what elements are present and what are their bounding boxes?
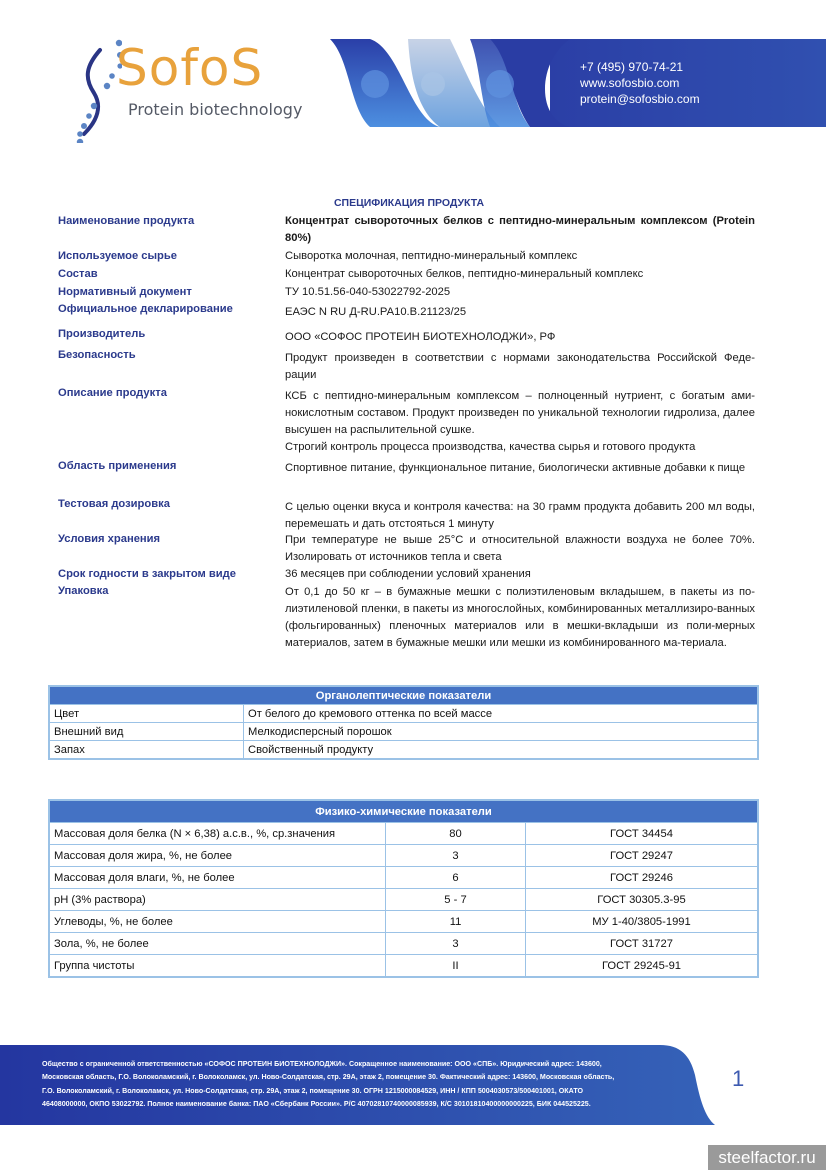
- table-row: [49, 741, 758, 760]
- spec-label: Срок годности в закрытом виде: [58, 568, 236, 580]
- indicator-name: Углеводы, %, не более: [49, 911, 386, 933]
- watermark: steelfactor.ru: [708, 1145, 826, 1170]
- spec-value: ЕАЭС N RU Д-RU.РА10.В.21123/25: [285, 306, 467, 318]
- organoleptic-table-title: Органолептические показатели: [49, 686, 758, 705]
- spec-value: От 0,1 до 50 кг – в бумажные мешки с полиэтиленовым вкладышем, в пакеты из по-лиэтиленовой пленки, в пакеты из многослойных, комбинированных металлизиро-ванных (фольгированных) пленочных материалов или в мешки-вкладыши из поли-мерных материалов, затем в бумажные мешки или мешки из комбинированного ма-териала.: [285, 586, 755, 649]
- description-paragraph-2: Строгий контроль процесса производства, качества сырья и готового продукта: [285, 441, 696, 453]
- test-method: ГОСТ 29245-91: [526, 955, 759, 978]
- table-row: [49, 723, 758, 741]
- indicator-name: Внешний вид: [49, 723, 244, 741]
- table-row: [49, 911, 758, 933]
- spec-label: Упаковка: [58, 585, 109, 597]
- test-method: ГОСТ 29246: [526, 867, 759, 889]
- dna-helix-icon: [62, 38, 122, 143]
- spec-value: С целью оценки вкуса и контроля качества: на 30 грамм продукта добавить 200 мл воды, перемешать и дать отстояться 1 минуту: [285, 501, 755, 530]
- spec-label: Состав: [58, 268, 98, 280]
- test-method: МУ 1-40/3805-1991: [526, 911, 759, 933]
- indicator-name: Массовая доля белка (N × 6,38) а.с.в., %, ср.значения: [49, 823, 386, 845]
- test-method: ГОСТ 30305.3-95: [526, 889, 759, 911]
- test-method: ГОСТ 34454: [526, 823, 759, 845]
- spec-value: ООО «СОФОС ПРОТЕИН БИОТЕХНОЛОДЖИ», РФ: [285, 331, 556, 343]
- indicator-value: 5 - 7: [386, 889, 526, 911]
- contact-info: [580, 59, 700, 107]
- table-row: [49, 823, 758, 845]
- spec-label: Описание продукта: [58, 387, 167, 399]
- indicator-name: Запах: [49, 741, 244, 760]
- spec-title: [0, 197, 826, 209]
- table-row: [49, 955, 758, 978]
- spec-value: [285, 388, 755, 456]
- indicator-name: Группа чистоты: [49, 955, 386, 978]
- table-row: [49, 933, 758, 955]
- physchem-table-title: Физико-химические показатели: [49, 800, 758, 823]
- spec-title-text: СПЕЦИФИКАЦИЯ ПРОДУКТА: [333, 197, 485, 209]
- table-row: [49, 705, 758, 723]
- spec-label: Область применения: [58, 460, 177, 472]
- physchem-table: [48, 799, 759, 978]
- spec-label: Нормативный документ: [58, 286, 192, 298]
- spec-label: Используемое сырье: [58, 250, 177, 262]
- spec-value: Концентрат сывороточных белков с пептидно-минеральным комплексом (Protein 80%): [285, 215, 755, 244]
- indicator-name: Зола, %, не более: [49, 933, 386, 955]
- spec-label: Тестовая дозировка: [58, 498, 170, 510]
- footer-line: 46408000000, ОКПО 53022792. Полное наименование банка: ПАО «Сбербанк России». Р/С 40702810740000085939, К/С 30101810400000000225, БИК 044525225.: [42, 1099, 591, 1108]
- test-method: ГОСТ 31727: [526, 933, 759, 955]
- page-number: 1: [732, 1066, 745, 1091]
- website-link[interactable]: www.sofosbio.com: [580, 76, 680, 90]
- spec-value: ТУ 10.51.56-040-53022792-2025: [285, 286, 451, 298]
- indicator-value: 3: [386, 845, 526, 867]
- description-paragraph: КСБ с пептидно-минеральным комплексом – полноценный нутриент, с богатым ами-нокислотным составом. Продукт произведен по уникальной технологии гидролиза, далее высушен на распылительной сушке.: [285, 390, 755, 436]
- spec-value: Концентрат сывороточных белков, пептидно-минеральный комплекс: [285, 268, 644, 280]
- footer-line: Общество с ограниченной ответственностью «СОФОС ПРОТЕИН БИОТЕХНОЛОДЖИ». Сокращенное наименование: ООО «СПБ». Юридический адрес: 143600,: [42, 1060, 602, 1068]
- footer-legal-info: [42, 1058, 692, 1111]
- table-row: [49, 867, 758, 889]
- spec-label: Условия хранения: [58, 533, 161, 545]
- brand-name: SofoS: [116, 39, 264, 97]
- indicator-name: pH (3% раствора): [49, 889, 386, 911]
- company-logo: [62, 38, 312, 143]
- indicator-value: От белого до кремового оттенка по всей массе: [244, 705, 759, 723]
- table-row: [49, 889, 758, 911]
- organoleptic-table: [48, 685, 759, 760]
- indicator-value: 6: [386, 867, 526, 889]
- indicator-name: Массовая доля влаги, %, не более: [49, 867, 386, 889]
- spec-label: Безопасность: [58, 349, 136, 361]
- indicator-value: 80: [386, 823, 526, 845]
- phone-number: +7 (495) 970-74-21: [580, 60, 684, 74]
- footer-line: Г.О. Волоколамский, г. Волоколамск, ул. Ново-Солдатская, стр. 29А, этаж 2, помещение 30. ОГРН 1215000084529, ИНН / КПП 5004030573/500401001, ОКАТО: [42, 1086, 584, 1095]
- header-banner: [330, 39, 826, 127]
- spec-label: Официальное декларирование: [58, 303, 233, 315]
- indicator-value: 3: [386, 933, 526, 955]
- indicator-value: II: [386, 955, 526, 978]
- email-link[interactable]: protein@sofosbio.com: [580, 92, 700, 106]
- indicator-value: Свойственный продукту: [244, 741, 759, 760]
- spec-value: Продукт произведен в соответствии с нормами законодательства Российской Феде-рации: [285, 352, 755, 381]
- brand-tagline: Protein biotechnology: [128, 100, 303, 119]
- spec-label: Производитель: [58, 328, 146, 340]
- spec-value: Сыворотка молочная, пептидно-минеральный комплекс: [285, 250, 578, 262]
- indicator-name: Цвет: [49, 705, 244, 723]
- test-method: ГОСТ 29247: [526, 845, 759, 867]
- indicator-name: Массовая доля жира, %, не более: [49, 845, 386, 867]
- spec-value: Спортивное питание, функциональное питание, биологически активные добавки к пище: [285, 462, 746, 474]
- spec-value: При температуре не выше 25°С и относительной влажности воздуха не более 70%. Изолировать от источников тепла и света: [285, 534, 755, 563]
- indicator-value: 11: [386, 911, 526, 933]
- indicator-value: Мелкодисперсный порошок: [244, 723, 759, 741]
- wave-graphic: [330, 39, 826, 127]
- spec-value: 36 месяцев при соблюдении условий хранения: [285, 568, 531, 580]
- footer-line: Московская область, Г.О. Волоколамский, г. Волоколамск, ул. Ново-Солдатская, стр. 29А, этаж 2, помещение 30. Фактический адрес: 143600, Московская область,: [42, 1073, 615, 1082]
- table-row: [49, 845, 758, 867]
- spec-label: Наименование продукта: [58, 215, 195, 227]
